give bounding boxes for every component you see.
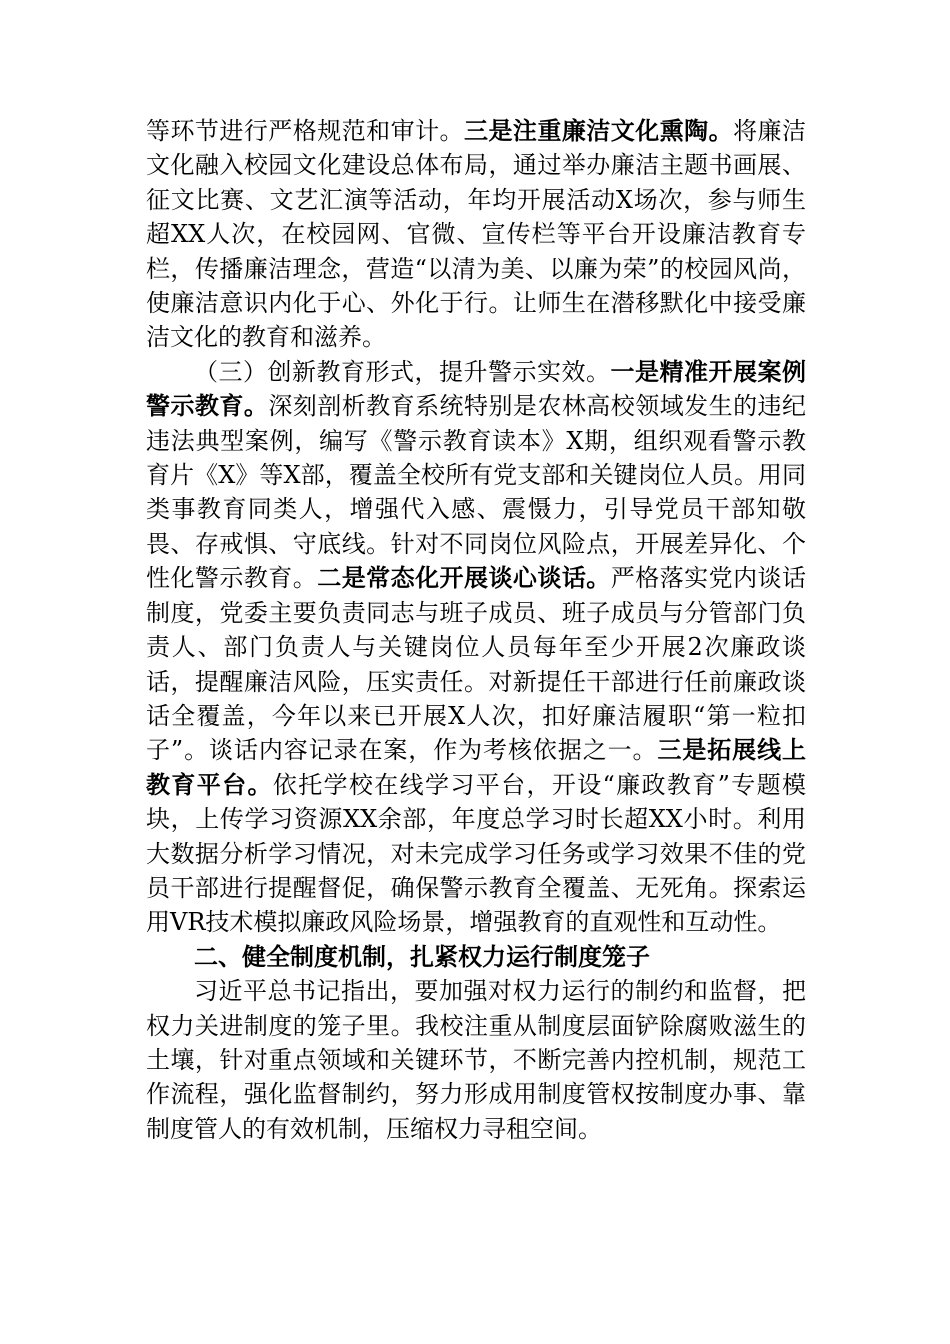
paragraph-1-text: 等环节进行严格规范和审计。 — [146, 117, 464, 145]
section-heading: 二、健全制度机制，扎紧权力运行制度笼子 — [194, 942, 650, 971]
paragraph-2-point-3-title: 三是拓展线上教育平台。 — [146, 736, 806, 799]
paragraph-2-point-2-body: 严格落实党内谈话制度，党委主要负责同志与班子成员、班子成员与分管部门负责人、部门负责人与关键岗位人员每年至少开展2次廉政谈话，提醒廉洁风险，压实责任。对新提任干部进行任前廉政谈话全覆盖，今年以来已开展X人次，扣好廉洁履职“第一粒扣子”。谈话内容记录在案，作为考核依据之一。 — [146, 564, 807, 765]
paragraph-1-body: 将廉洁文化融入校园文化建设总体布局，通过举办廉洁主题书画展、征文比赛、文艺汇演等活动，年均开展活动X场次，参与师生超XX人次，在校园网、官微、宣传栏等平台开设廉洁教育专栏，传播廉洁理念，营造“以清为美、以廉为荣”的校园风尚，使廉洁意识内化于心、外化于行。让师生在潜移默化中接受廉洁文化的教育和滋养。 — [146, 117, 807, 352]
paragraph-2-point-1-body: 深刻剖析教育系统特别是农林高校领域发生的违纪违法典型案例，编写《警示教育读本》X期，组织观看警示教育片《X》等X部，覆盖全校所有党支部和关键岗位人员。用同类事教育同类人，增强代入感、震慑力，引导党员干部知敬畏、存戒惧、守底线。针对不同岗位风险点，开展差异化、个性化警示教育。 — [146, 392, 807, 593]
paragraph-2-point-3-body: 依托学校在线学习平台，开设“廉政教育”专题模块，上传学习资源XX余部，年度总学习时长超XX小时。利用大数据分析学习情况，对未完成学习任务或学习效果不佳的党员干部进行提醒督促，确保警示教育全覆盖、无死角。探索运用VR技术模拟廉政风险场景，增强教育的直观性和互动性。 — [146, 770, 807, 937]
paragraph-2 — [146, 355, 806, 940]
paragraph-1 — [146, 114, 806, 355]
section-body: 习近平总书记指出，要加强对权力运行的制约和监督，把权力关进制度的笼子里。我校注重从制度层面铲除腐败滋生的土壤，针对重点领域和关键环节，不断完善内控机制，规范工作流程，强化监督制约，努力形成用制度管权按制度办事、靠制度管人的有效机制，压缩权力寻租空间。 — [146, 977, 806, 1143]
paragraph-2-point-2-title: 二是常态化开展谈心谈话。 — [317, 564, 611, 593]
paragraph-2-subheading: （三）创新教育形式，提升警示实效。 — [194, 357, 611, 386]
paragraph-1-bold-phrase: 三是注重廉洁文化熏陶。 — [464, 117, 734, 145]
document-page — [146, 114, 806, 1146]
paragraph-2-point-1-title: 一是精准开展案例警示教育。 — [146, 357, 806, 421]
